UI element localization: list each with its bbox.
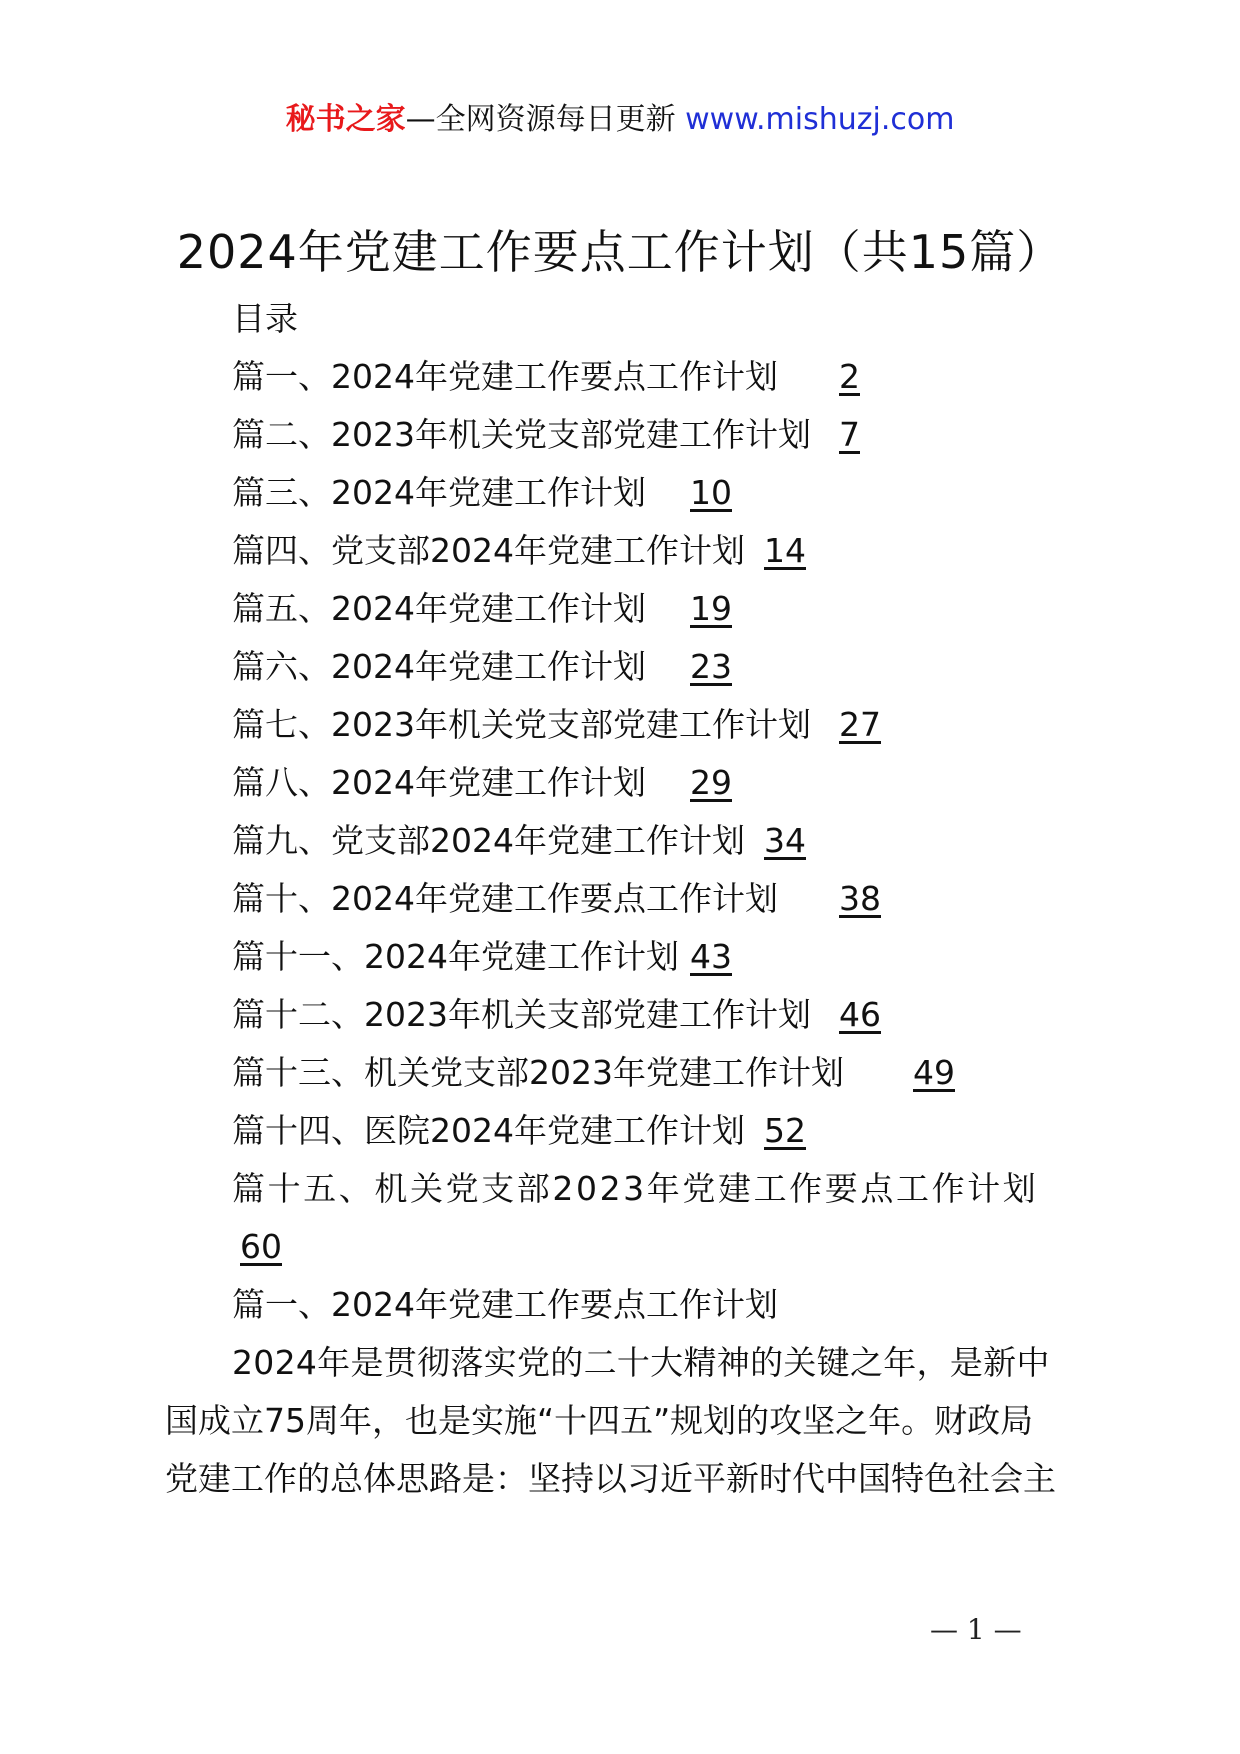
site-header (0, 100, 1240, 140)
toc-entry-label: 篇六、2024年党建工作计划 (232, 647, 646, 686)
toc-entry-14[interactable] (232, 1110, 1112, 1152)
toc-entry-label: 篇十一、2024年党建工作计划 (232, 937, 679, 976)
section-heading: 篇一、2024年党建工作要点工作计划 (232, 1285, 778, 1324)
toc-entry-page[interactable]: 52 (764, 1111, 806, 1150)
toc-entry-9[interactable] (232, 820, 1112, 862)
toc-entry-page[interactable]: 38 (839, 879, 881, 918)
toc-entry-page[interactable]: 10 (690, 473, 732, 512)
toc-entry-page[interactable]: 7 (839, 415, 860, 454)
toc-entry-3[interactable] (232, 472, 1112, 514)
toc-entry-page[interactable]: 34 (764, 821, 806, 860)
toc-entry-label: 篇四、党支部2024年党建工作计划 (232, 531, 745, 570)
toc-entry-label: 篇十五、机关党支部2023年党建工作要点工作计划 (232, 1169, 1039, 1208)
toc-entry-page[interactable]: 43 (690, 937, 732, 976)
toc-entry-1[interactable] (232, 356, 1112, 398)
toc-entry-page[interactable]: 49 (913, 1053, 955, 1092)
toc-entry-page[interactable]: 27 (839, 705, 881, 744)
toc-entry-4[interactable] (232, 530, 1112, 572)
toc-entry-page[interactable]: 19 (690, 589, 732, 628)
toc-entry-15[interactable] (232, 1168, 1112, 1268)
toc-entry-13[interactable] (232, 1052, 1112, 1094)
toc-entry-page[interactable]: 23 (690, 647, 732, 686)
toc-entry-label: 篇十二、2023年机关支部党建工作计划 (232, 995, 811, 1034)
toc-entry-label: 篇十三、机关党支部2023年党建工作计划 (232, 1053, 844, 1092)
toc-entry-page[interactable]: 46 (839, 995, 881, 1034)
toc-entry-page[interactable]: 2 (839, 357, 860, 396)
site-url-link[interactable]: www.mishuzj.com (685, 102, 955, 137)
toc-entry-2[interactable] (232, 414, 1112, 456)
toc-entry-label: 篇十四、医院2024年党建工作计划 (232, 1111, 745, 1150)
toc-entry-12[interactable] (232, 994, 1112, 1036)
document-title: 2024年党建工作要点工作计划（共15篇） (176, 225, 1064, 279)
toc-heading: 目录 (232, 299, 298, 338)
page-number: — 1 — (930, 1613, 1022, 1646)
toc-entry-label: 篇八、2024年党建工作计划 (232, 763, 646, 802)
toc-entry-label: 篇一、2024年党建工作要点工作计划 (232, 357, 778, 396)
toc-entry-label: 篇三、2024年党建工作计划 (232, 473, 646, 512)
toc-entry-8[interactable] (232, 762, 1112, 804)
header-tagline: —全网资源每日更新 (405, 102, 676, 137)
toc-entry-label: 篇九、党支部2024年党建工作计划 (232, 821, 745, 860)
toc-entry-page[interactable]: 60 (240, 1227, 282, 1266)
body-line-3: 党建工作的总体思路是：坚持以习近平新时代中国特色社会主 (165, 1459, 1056, 1498)
toc-entry-10[interactable] (232, 878, 1112, 920)
toc-entry-label: 篇十、2024年党建工作要点工作计划 (232, 879, 778, 918)
toc-entry-label: 篇七、2023年机关党支部党建工作计划 (232, 705, 811, 744)
toc-entry-7[interactable] (232, 704, 1112, 746)
toc-entry-6[interactable] (232, 646, 1112, 688)
brand-name: 秘书之家 (285, 102, 406, 137)
body-line-2: 国成立75周年，也是实施“十四五”规划的攻坚之年。财政局 (165, 1401, 1034, 1440)
body-line-1: 2024年是贯彻落实党的二十大精神的关键之年，是新中 (232, 1343, 1050, 1382)
toc-entry-page[interactable]: 14 (764, 531, 806, 570)
toc-entry-page[interactable]: 29 (690, 763, 732, 802)
toc-entry-label: 篇五、2024年党建工作计划 (232, 589, 646, 628)
toc-entry-label: 篇二、2023年机关党支部党建工作计划 (232, 415, 811, 454)
toc-entry-5[interactable] (232, 588, 1112, 630)
toc-entry-11[interactable] (232, 936, 1112, 978)
